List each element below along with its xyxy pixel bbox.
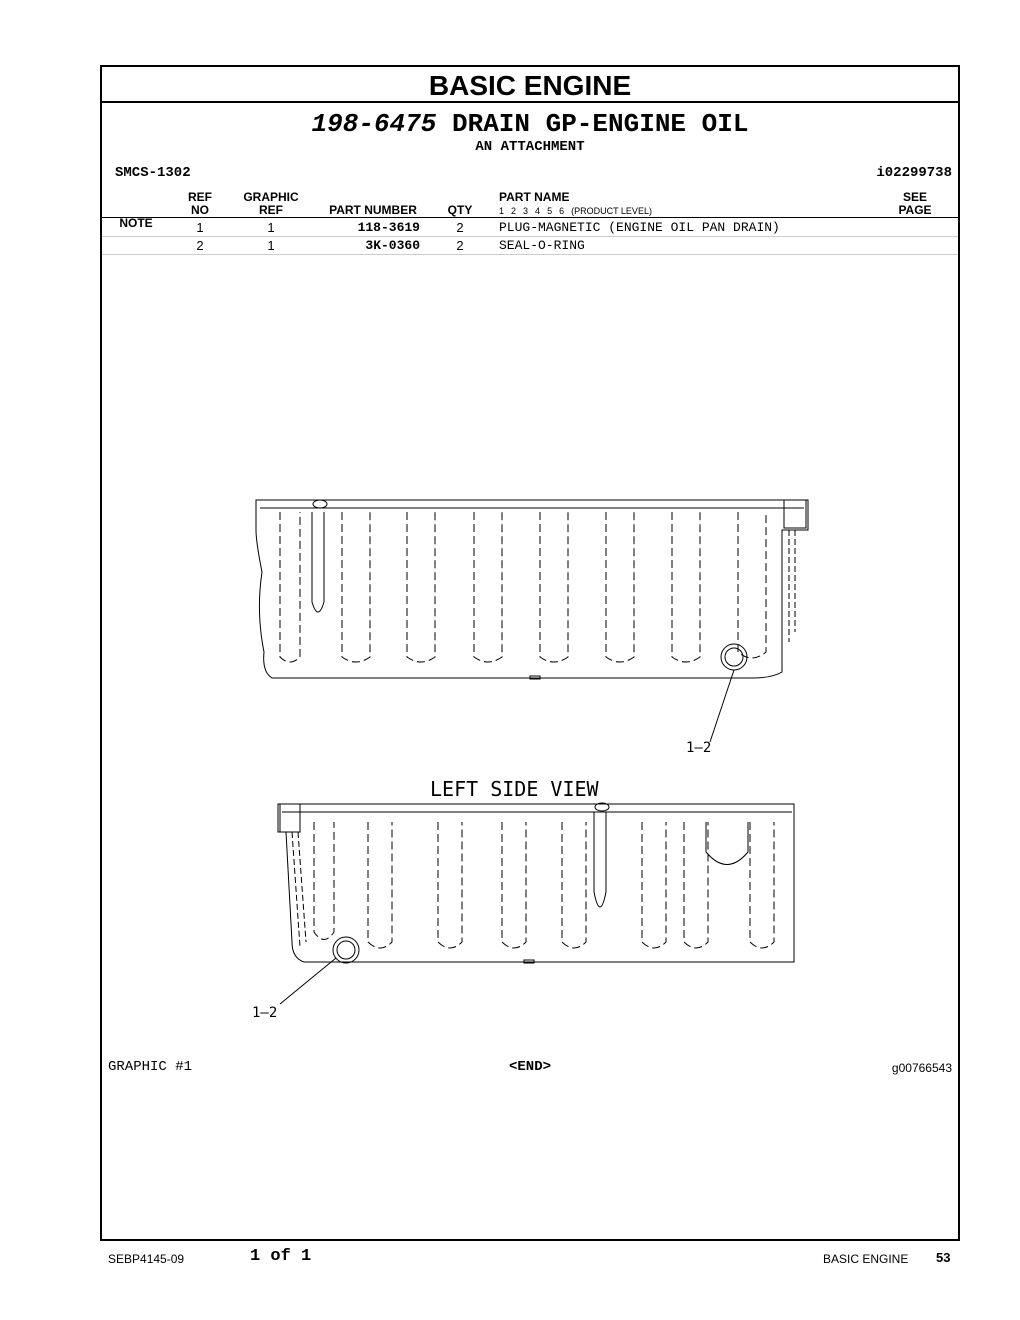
left-side-view-pan [256,500,808,742]
footer-section: BASIC ENGINE [823,1252,909,1266]
oil-pan-drawing [252,492,812,1032]
group-part-name: DRAIN GP-ENGINE OIL [451,109,749,139]
section-title: BASIC ENGINE [102,67,958,103]
col-ref-no: REF NO [188,190,212,217]
right-callout: 1–2 [252,1005,278,1021]
group-title [102,109,958,139]
group-part-number: 198-6475 [311,109,437,139]
left-callout: 1–2 [686,740,712,756]
col-graphic-ref: GRAPHIC REF [243,190,299,217]
footer-page-count: 1 of 1 [250,1247,312,1266]
end-label: <END> [508,1059,551,1075]
col-qty: QTY [447,203,473,217]
table-row: 2 1 3K-0360 2 SEAL-O-RING [102,237,958,255]
col-part-number: PART NUMBER [329,203,417,217]
table-row: 1 1 118-3619 2 PLUG-MAGNETIC (ENGINE OIL PAN DRAIN) [102,219,958,237]
header-divider [102,217,958,218]
footer-page-number: 53 [936,1250,951,1265]
page-frame [100,65,960,1241]
smcs-code: SMCS-1302 [115,165,191,181]
product-levels: 1 2 3 4 5 6 (PRODUCT LEVEL) [499,206,652,216]
col-part-name: PART NAME [499,190,570,204]
left-view-label: LEFT SIDE VIEW [430,777,599,801]
footer-doc-id: SEBP4145-09 [108,1252,185,1266]
ident-code: i02299738 [876,165,952,181]
graphic-label: GRAPHIC #1 [108,1059,193,1075]
right-side-view-pan [278,803,794,1004]
col-note: NOTE [119,216,153,230]
group-subtitle: AN ATTACHMENT [475,139,585,155]
col-see-page: SEE PAGE [898,190,932,217]
graphic-code: g00766543 [891,1061,952,1075]
